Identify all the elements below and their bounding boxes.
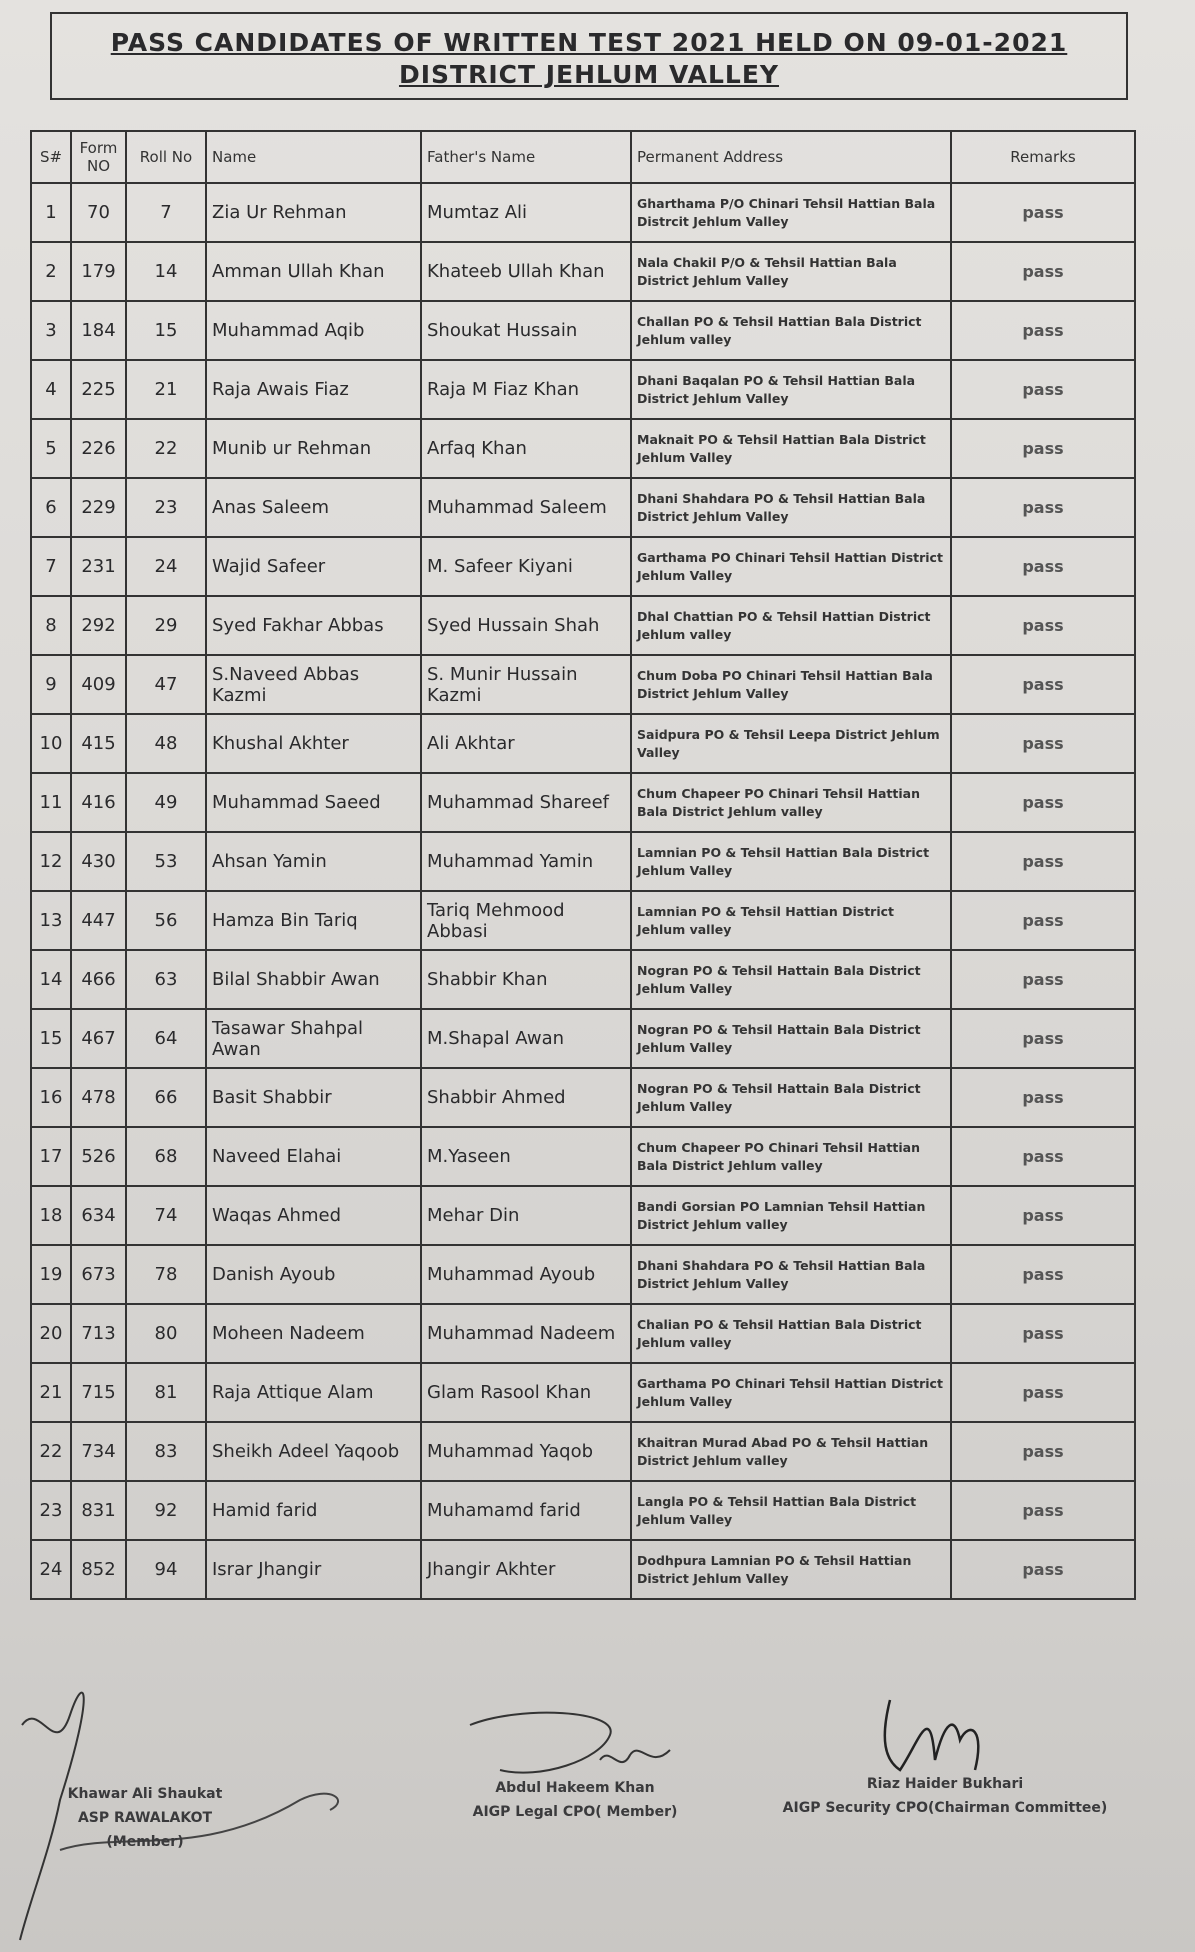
cell-roll-no: 14 (126, 242, 206, 301)
cell-remarks: pass (951, 1186, 1135, 1245)
cell-roll-no: 92 (126, 1481, 206, 1540)
cell-father-name: Muhammad Yaqob (421, 1422, 631, 1481)
table-row (31, 714, 1135, 773)
signatory-name-3: Riaz Haider Bukhari (866, 1776, 1024, 1792)
table-row (31, 1422, 1135, 1481)
cell-roll-no: 80 (126, 1304, 206, 1363)
cell-father-name: Syed Hussain Shah (421, 596, 631, 655)
cell-father-name: Mumtaz Ali (421, 183, 631, 242)
table-row (31, 832, 1135, 891)
cell-form-no: 466 (71, 950, 126, 1009)
cell-serial: 20 (31, 1304, 71, 1363)
cell-address: Gharthama P/O Chinari Tehsil Hattian Bala Distrcit Jehlum Valley (631, 183, 951, 242)
cell-name: Munib ur Rehman (206, 419, 421, 478)
cell-address: Dhani Shahdara PO & Tehsil Hattian Bala District Jehlum Valley (631, 1245, 951, 1304)
cell-roll-no: 29 (126, 596, 206, 655)
signatory-title-3: AIGP Security CPO(Chairman Committee) (782, 1800, 1108, 1816)
cell-roll-no: 24 (126, 537, 206, 596)
cell-serial: 11 (31, 773, 71, 832)
cell-name: Sheikh Adeel Yaqoob (206, 1422, 421, 1481)
cell-address: Dodhpura Lamnian PO & Tehsil Hattian District Jehlum Valley (631, 1540, 951, 1599)
cell-remarks: pass (951, 360, 1135, 419)
table-row (31, 1481, 1135, 1540)
cell-roll-no: 81 (126, 1363, 206, 1422)
cell-serial: 16 (31, 1068, 71, 1127)
cell-form-no: 526 (71, 1127, 126, 1186)
cell-name: Naveed Elahai (206, 1127, 421, 1186)
cell-remarks: pass (951, 1481, 1135, 1540)
cell-father-name: S. Munir Hussain Kazmi (421, 655, 631, 714)
cell-address: Lamnian PO & Tehsil Hattian District Jehlum valley (631, 891, 951, 950)
cell-father-name: Muhamamd farid (421, 1481, 631, 1540)
cell-remarks: pass (951, 1540, 1135, 1599)
cell-remarks: pass (951, 891, 1135, 950)
signature-block-3 (780, 1772, 1110, 1820)
district-subtitle: DISTRICT JEHLUM VALLEY (398, 60, 780, 89)
cell-serial: 9 (31, 655, 71, 714)
cell-form-no: 70 (71, 183, 126, 242)
cell-roll-no: 15 (126, 301, 206, 360)
signature-mark-3 (885, 1700, 979, 1770)
cell-father-name: M.Shapal Awan (421, 1009, 631, 1068)
table-row (31, 1304, 1135, 1363)
cell-address: Nogran PO & Tehsil Hattain Bala District Jehlum Valley (631, 1009, 951, 1068)
cell-address: Chum Doba PO Chinari Tehsil Hattian Bala District Jehlum Valley (631, 655, 951, 714)
cell-form-no: 416 (71, 773, 126, 832)
table-row (31, 478, 1135, 537)
table-row (31, 183, 1135, 242)
table-header-row (31, 131, 1135, 183)
table-row (31, 301, 1135, 360)
cell-remarks: pass (951, 1363, 1135, 1422)
cell-name: Bilal Shabbir Awan (206, 950, 421, 1009)
signatory-title-1: ASP RAWALAKOT (Member) (77, 1810, 213, 1850)
cell-roll-no: 64 (126, 1009, 206, 1068)
cell-father-name: Muhammad Ayoub (421, 1245, 631, 1304)
cell-remarks: pass (951, 537, 1135, 596)
cell-remarks: pass (951, 478, 1135, 537)
col-header-form-no: Form NO (71, 131, 126, 183)
signature-block-1 (40, 1782, 250, 1854)
cell-remarks: pass (951, 1304, 1135, 1363)
table-row (31, 950, 1135, 1009)
cell-form-no: 415 (71, 714, 126, 773)
table-row (31, 1245, 1135, 1304)
cell-serial: 7 (31, 537, 71, 596)
cell-address: Garthama PO Chinari Tehsil Hattian District Jehlum Valley (631, 537, 951, 596)
col-header-remarks: Remarks (951, 131, 1135, 183)
col-header-address: Permanent Address (631, 131, 951, 183)
cell-remarks: pass (951, 1245, 1135, 1304)
signatory-name-1: Khawar Ali Shaukat (67, 1786, 223, 1802)
cell-father-name: Ali Akhtar (421, 714, 631, 773)
cell-name: Ahsan Yamin (206, 832, 421, 891)
cell-form-no: 467 (71, 1009, 126, 1068)
cell-roll-no: 63 (126, 950, 206, 1009)
cell-roll-no: 83 (126, 1422, 206, 1481)
cell-remarks: pass (951, 596, 1135, 655)
col-header-serial: S# (31, 131, 71, 183)
cell-remarks: pass (951, 1068, 1135, 1127)
cell-roll-no: 74 (126, 1186, 206, 1245)
cell-serial: 22 (31, 1422, 71, 1481)
cell-remarks: pass (951, 1127, 1135, 1186)
cell-father-name: Shabbir Khan (421, 950, 631, 1009)
cell-address: Bandi Gorsian PO Lamnian Tehsil Hattian District Jehlum valley (631, 1186, 951, 1245)
cell-form-no: 226 (71, 419, 126, 478)
cell-address: Dhani Baqalan PO & Tehsil Hattian Bala District Jehlum Valley (631, 360, 951, 419)
cell-remarks: pass (951, 655, 1135, 714)
cell-name: S.Naveed Abbas Kazmi (206, 655, 421, 714)
signatory-title-2: AIGP Legal CPO( Member) (472, 1804, 678, 1820)
table-row (31, 1127, 1135, 1186)
table-row (31, 655, 1135, 714)
cell-serial: 12 (31, 832, 71, 891)
col-header-roll-no: Roll No (126, 131, 206, 183)
cell-form-no: 734 (71, 1422, 126, 1481)
cell-address: Challan PO & Tehsil Hattian Bala District Jehlum valley (631, 301, 951, 360)
cell-name: Basit Shabbir (206, 1068, 421, 1127)
cell-name: Hamza Bin Tariq (206, 891, 421, 950)
cell-name: Waqas Ahmed (206, 1186, 421, 1245)
cell-name: Tasawar Shahpal Awan (206, 1009, 421, 1068)
col-header-father-name: Father's Name (421, 131, 631, 183)
cell-name: Zia Ur Rehman (206, 183, 421, 242)
cell-father-name: Muhammad Yamin (421, 832, 631, 891)
cell-address: Lamnian PO & Tehsil Hattian Bala District Jehlum Valley (631, 832, 951, 891)
cell-address: Garthama PO Chinari Tehsil Hattian District Jehlum Valley (631, 1363, 951, 1422)
cell-remarks: pass (951, 301, 1135, 360)
cell-address: Khaitran Murad Abad PO & Tehsil Hattian District Jehlum valley (631, 1422, 951, 1481)
cell-remarks: pass (951, 419, 1135, 478)
cell-form-no: 184 (71, 301, 126, 360)
table-row (31, 891, 1135, 950)
cell-name: Danish Ayoub (206, 1245, 421, 1304)
table-row (31, 1009, 1135, 1068)
cell-remarks: pass (951, 242, 1135, 301)
cell-form-no: 673 (71, 1245, 126, 1304)
cell-serial: 21 (31, 1363, 71, 1422)
cell-father-name: Shoukat Hussain (421, 301, 631, 360)
cell-serial: 4 (31, 360, 71, 419)
title-box (50, 12, 1128, 100)
cell-roll-no: 21 (126, 360, 206, 419)
cell-roll-no: 48 (126, 714, 206, 773)
document-title: PASS CANDIDATES OF WRITTEN TEST 2021 HELD ON 09-01-2021 (110, 28, 1068, 57)
signatory-name-2: Abdul Hakeem Khan (495, 1780, 655, 1796)
cell-father-name: Mehar Din (421, 1186, 631, 1245)
table-row (31, 1186, 1135, 1245)
cell-roll-no: 23 (126, 478, 206, 537)
cell-name: Muhammad Aqib (206, 301, 421, 360)
cell-roll-no: 94 (126, 1540, 206, 1599)
cell-father-name: Shabbir Ahmed (421, 1068, 631, 1127)
cell-serial: 24 (31, 1540, 71, 1599)
cell-address: Chum Chapeer PO Chinari Tehsil Hattian Bala District Jehlum valley (631, 773, 951, 832)
cell-serial: 19 (31, 1245, 71, 1304)
cell-form-no: 430 (71, 832, 126, 891)
cell-serial: 1 (31, 183, 71, 242)
cell-serial: 18 (31, 1186, 71, 1245)
cell-form-no: 231 (71, 537, 126, 596)
cell-remarks: pass (951, 1422, 1135, 1481)
cell-form-no: 447 (71, 891, 126, 950)
cell-serial: 15 (31, 1009, 71, 1068)
cell-serial: 2 (31, 242, 71, 301)
cell-roll-no: 66 (126, 1068, 206, 1127)
table-row (31, 360, 1135, 419)
cell-remarks: pass (951, 714, 1135, 773)
cell-address: Maknait PO & Tehsil Hattian Bala District Jehlum Valley (631, 419, 951, 478)
cell-serial: 3 (31, 301, 71, 360)
cell-father-name: Muhammad Saleem (421, 478, 631, 537)
cell-address: Saidpura PO & Tehsil Leepa District Jehlum Valley (631, 714, 951, 773)
cell-form-no: 409 (71, 655, 126, 714)
cell-remarks: pass (951, 832, 1135, 891)
cell-form-no: 713 (71, 1304, 126, 1363)
cell-name: Khushal Akhter (206, 714, 421, 773)
cell-serial: 6 (31, 478, 71, 537)
cell-form-no: 634 (71, 1186, 126, 1245)
cell-name: Syed Fakhar Abbas (206, 596, 421, 655)
cell-form-no: 715 (71, 1363, 126, 1422)
cell-serial: 23 (31, 1481, 71, 1540)
cell-serial: 17 (31, 1127, 71, 1186)
cell-remarks: pass (951, 1009, 1135, 1068)
cell-name: Moheen Nadeem (206, 1304, 421, 1363)
table-row (31, 596, 1135, 655)
cell-name: Israr Jhangir (206, 1540, 421, 1599)
cell-roll-no: 56 (126, 891, 206, 950)
cell-serial: 14 (31, 950, 71, 1009)
cell-roll-no: 78 (126, 1245, 206, 1304)
cell-address: Nogran PO & Tehsil Hattain Bala District Jehlum Valley (631, 1068, 951, 1127)
cell-father-name: Khateeb Ullah Khan (421, 242, 631, 301)
table-row (31, 1540, 1135, 1599)
cell-father-name: Jhangir Akhter (421, 1540, 631, 1599)
cell-address: Dhal Chattian PO & Tehsil Hattian District Jehlum valley (631, 596, 951, 655)
cell-father-name: M. Safeer Kiyani (421, 537, 631, 596)
table-row (31, 537, 1135, 596)
cell-serial: 10 (31, 714, 71, 773)
cell-name: Anas Saleem (206, 478, 421, 537)
cell-roll-no: 22 (126, 419, 206, 478)
table-row (31, 242, 1135, 301)
cell-form-no: 179 (71, 242, 126, 301)
cell-serial: 5 (31, 419, 71, 478)
cell-address: Nala Chakil P/O & Tehsil Hattian Bala District Jehlum Valley (631, 242, 951, 301)
cell-form-no: 852 (71, 1540, 126, 1599)
cell-address: Chum Chapeer PO Chinari Tehsil Hattian Bala District Jehlum valley (631, 1127, 951, 1186)
cell-father-name: Raja M Fiaz Khan (421, 360, 631, 419)
cell-address: Dhani Shahdara PO & Tehsil Hattian Bala District Jehlum Valley (631, 478, 951, 537)
cell-roll-no: 68 (126, 1127, 206, 1186)
cell-address: Langla PO & Tehsil Hattian Bala District Jehlum Valley (631, 1481, 951, 1540)
cell-form-no: 478 (71, 1068, 126, 1127)
cell-remarks: pass (951, 950, 1135, 1009)
candidates-table (30, 130, 1136, 1600)
table-row (31, 773, 1135, 832)
cell-name: Muhammad Saeed (206, 773, 421, 832)
cell-form-no: 229 (71, 478, 126, 537)
cell-serial: 13 (31, 891, 71, 950)
table-row (31, 419, 1135, 478)
cell-name: Wajid Safeer (206, 537, 421, 596)
table-row (31, 1363, 1135, 1422)
cell-address: Chalian PO & Tehsil Hattian Bala District Jehlum valley (631, 1304, 951, 1363)
cell-roll-no: 53 (126, 832, 206, 891)
cell-father-name: M.Yaseen (421, 1127, 631, 1186)
cell-father-name: Tariq Mehmood Abbasi (421, 891, 631, 950)
col-header-name: Name (206, 131, 421, 183)
cell-father-name: Glam Rasool Khan (421, 1363, 631, 1422)
cell-remarks: pass (951, 183, 1135, 242)
signature-block-2 (450, 1776, 700, 1824)
cell-father-name: Arfaq Khan (421, 419, 631, 478)
cell-name: Hamid farid (206, 1481, 421, 1540)
cell-name: Amman Ullah Khan (206, 242, 421, 301)
cell-name: Raja Awais Fiaz (206, 360, 421, 419)
cell-serial: 8 (31, 596, 71, 655)
cell-roll-no: 49 (126, 773, 206, 832)
table-row (31, 1068, 1135, 1127)
cell-father-name: Muhammad Shareef (421, 773, 631, 832)
cell-roll-no: 47 (126, 655, 206, 714)
cell-form-no: 831 (71, 1481, 126, 1540)
cell-address: Nogran PO & Tehsil Hattain Bala District Jehlum Valley (631, 950, 951, 1009)
cell-remarks: pass (951, 773, 1135, 832)
cell-roll-no: 7 (126, 183, 206, 242)
cell-form-no: 225 (71, 360, 126, 419)
cell-father-name: Muhammad Nadeem (421, 1304, 631, 1363)
cell-name: Raja Attique Alam (206, 1363, 421, 1422)
cell-form-no: 292 (71, 596, 126, 655)
signature-mark-2 (470, 1713, 670, 1773)
